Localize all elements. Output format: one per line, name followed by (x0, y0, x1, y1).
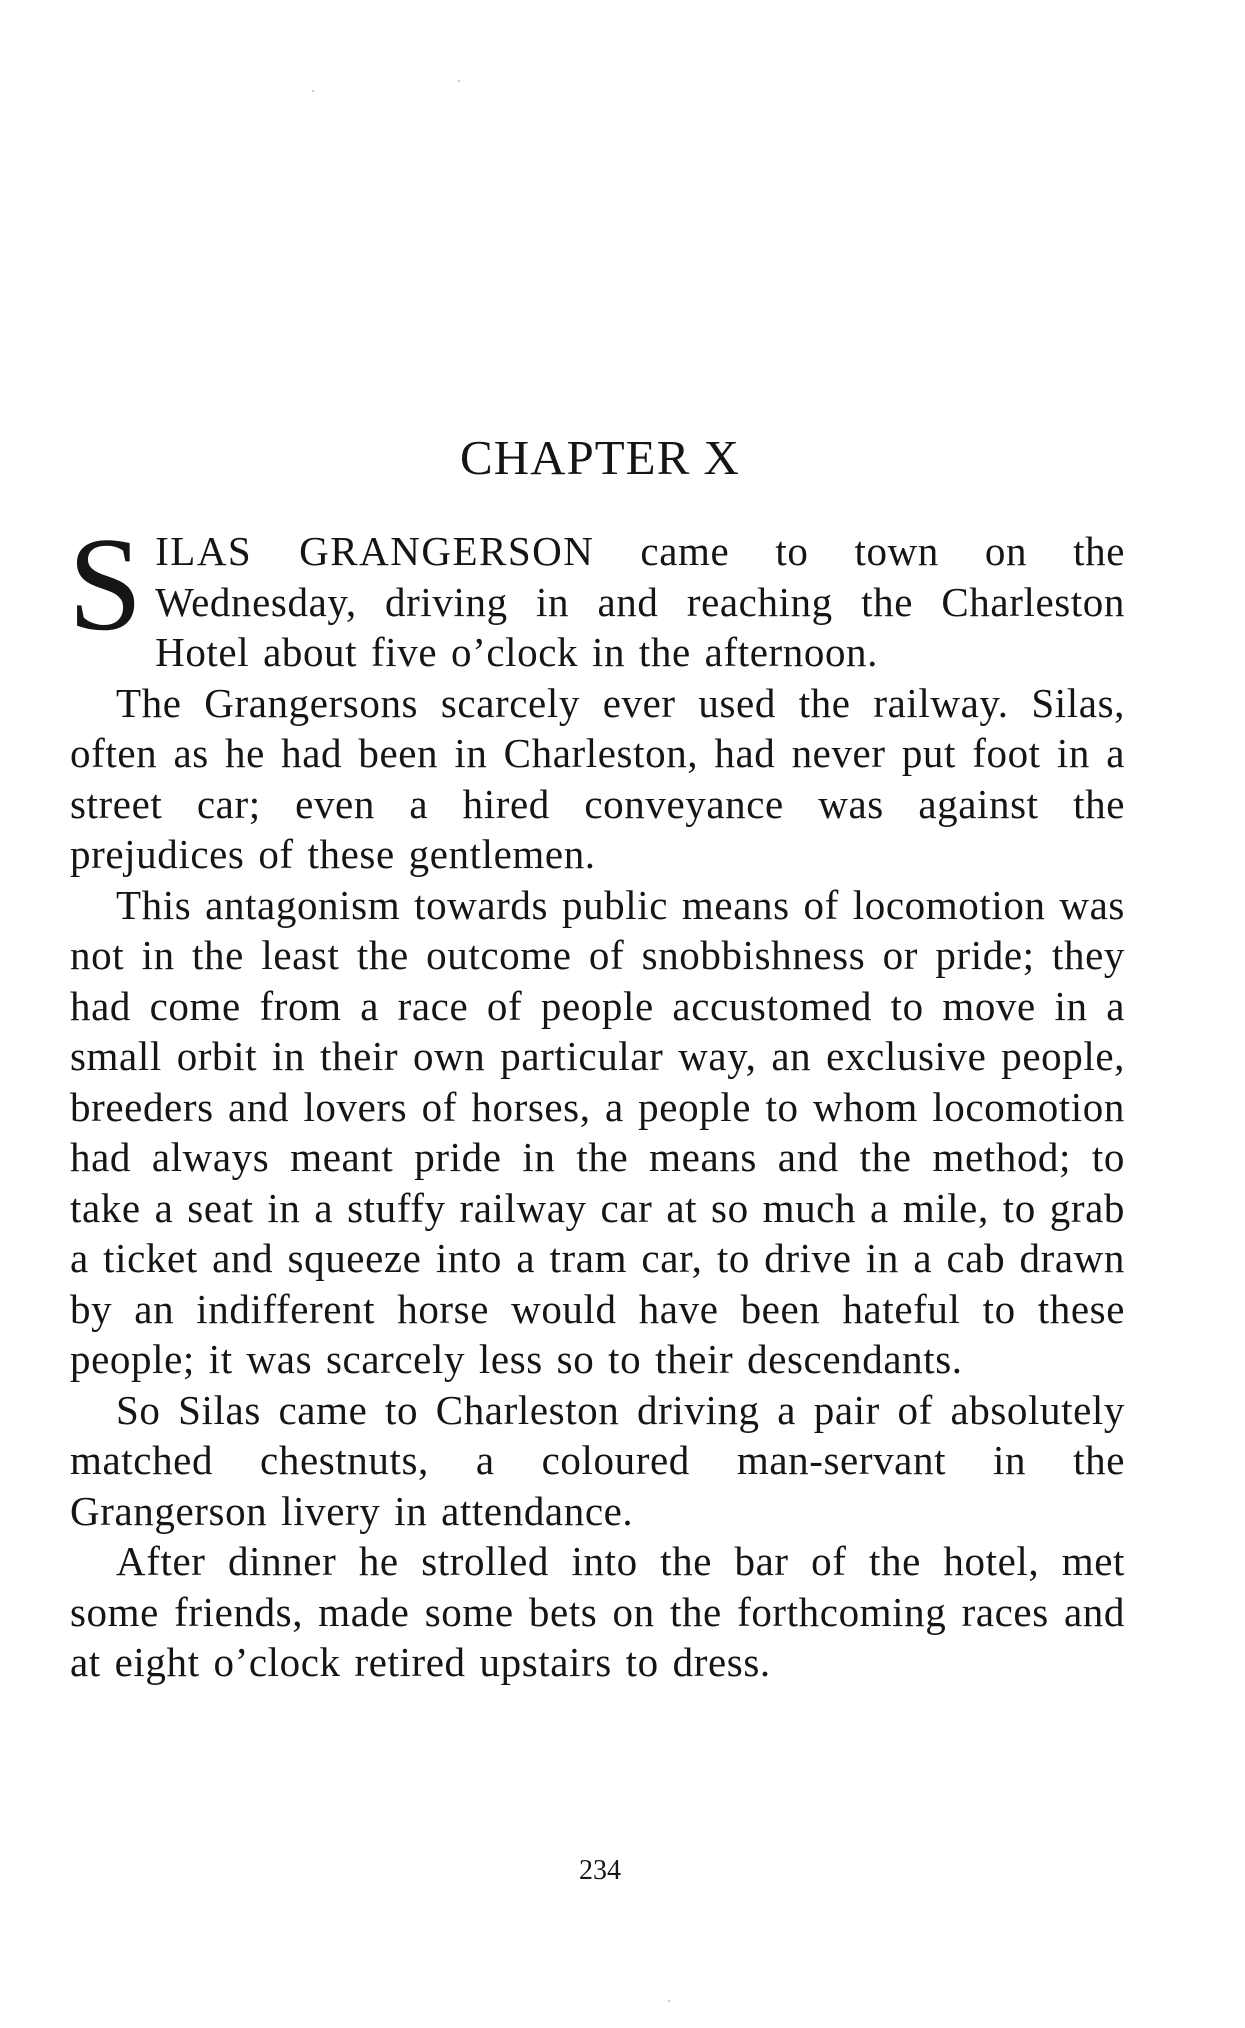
page-number: 234 (579, 1855, 621, 1886)
paragraph-1-smallcaps: ILAS GRANGERSON (155, 528, 595, 574)
paper-speck (458, 80, 460, 82)
paragraph-1 (68, 510, 1126, 678)
chapter-title: CHAPTER X (460, 430, 740, 485)
paper-speck (312, 90, 314, 92)
paragraph-1-text: came to town on the Wednesday, driving in and reaching the Charleston Hotel about five o’clock in the afternoon. (155, 528, 1126, 675)
paragraph-5: After dinner he strolled into the bar of the hotel, met some friends, made some bets on the forthcoming races and at eight o’clock retired upstairs to dress. (70, 1538, 1125, 1685)
paragraph-3: This antagonism towards public means of locomotion was not in the least the outcome of snobbishness or pride; they had come from a race of people accustomed to move in a small orbit in their own particular way, an exclusive people, breeders and lovers of horses, a people to whom locomotion had always meant pride in the means and the method; to take a seat in a stuffy railway car at so much a mile, to grab a ticket and squeeze into a tram car, to drive in a cab drawn by an indifferent horse would have been hateful to these people; it was scarcely less so to their descendants. (70, 881, 1125, 1382)
paper-speck (668, 2000, 670, 2002)
body-text (68, 510, 1126, 1688)
paragraph-4: So Silas came to Charleston driving a pair of absolutely matched chestnuts, a coloured man-servant in the Grangerson livery in attendance. (70, 1386, 1125, 1534)
drop-cap: S (68, 510, 144, 658)
paragraph-2: The Grangersons scarcely ever used the railway. Silas, often as he had been in Charleston, had never put foot in a street car; even a hired conveyance was against the prejudices of these gentlemen. (70, 679, 1125, 877)
